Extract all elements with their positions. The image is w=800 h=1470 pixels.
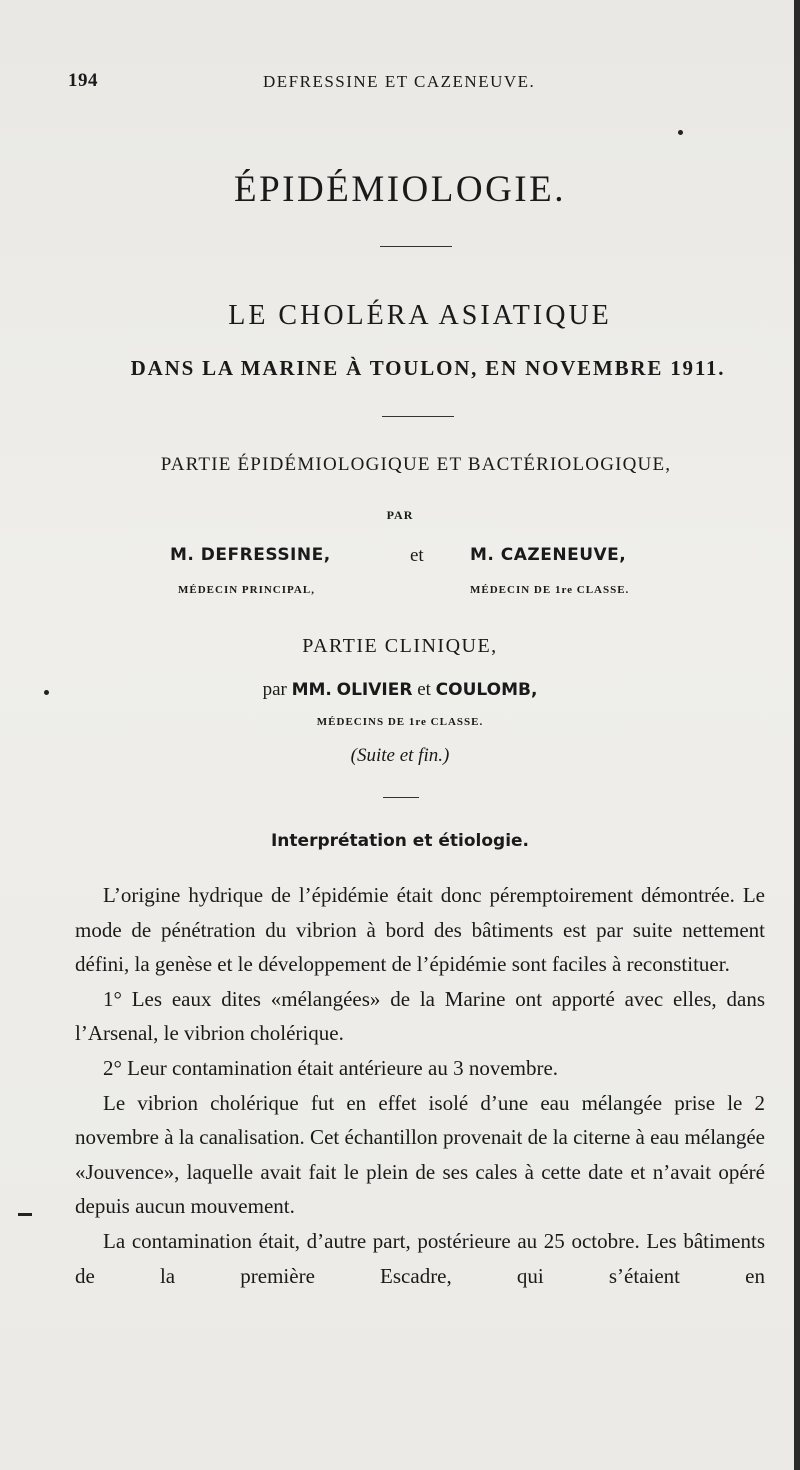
margin-mark [18,1213,32,1216]
rank-clinique: MÉDECINS DE 1re CLASSE. [316,716,484,728]
part-one-heading: PARTIE ÉPIDÉMIOLOGIQUE ET BACTÉRIOLOGIQUE, [160,454,672,475]
rank-cazeneuve: MÉDECIN DE 1re CLASSE. [470,584,630,596]
part-two-heading: PARTIE CLINIQUE, [302,635,498,657]
connector-et: et [410,545,424,566]
ink-dot [678,130,683,135]
suite-et-fin: (Suite et fin.) [350,745,450,766]
divider-rule [382,416,454,417]
author-cazeneuve: M. CAZENEUVE, [470,545,627,565]
page-number: 194 [68,70,98,91]
paragraph: 2° Leur contamination était antérieure au 3 novembre. [103,1055,559,1080]
connector-et: et [417,679,431,700]
article-title: LE CHOLÉRA ASIATIQUE [228,300,612,331]
body-text [75,878,765,1293]
paragraph: La contamination était, d’autre part, postérieure au 25 octobre. Les bâtiments de la première Escadre, qui s’étaient en [75,1228,765,1288]
rank-defressine: MÉDECIN PRINCIPAL, [178,584,315,596]
author-olivier: OLIVIER [336,680,413,700]
author-defressine: M. DEFRESSINE, [170,545,331,565]
divider-rule [383,797,419,798]
section-title: ÉPIDÉMIOLOGIE. [234,169,566,210]
page-header [68,70,748,100]
divider-rule [380,246,452,247]
paragraph: L’origine hydrique de l’épidémie était donc péremptoirement démontrée. Le mode de pénétration du vibrion à bord des bâtiments est par suite nettement défini, la genèse et le développement de l’épidémie sont faciles à reconstituer. [75,883,765,977]
running-head: DEFRESSINE ET CAZENEUVE. [263,72,536,91]
authors-prefix: MM. [291,680,332,700]
paragraph: 1° Les eaux dites «mélangées» de la Marine ont apporté avec elles, dans l’Arsenal, le vibrion cholérique. [75,986,765,1046]
paragraph: Le vibrion cholérique fut en effet isolé d’une eau mélangée prise le 2 novembre à la canalisation. Cet échantillon provenait de la citerne à eau mélangée «Jouvence», laquelle avait fait le plein de ses cales à cette date et n’avait opéré depuis aucun mouvement. [75,1090,765,1219]
article-subtitle: DANS LA MARINE À TOULON, EN NOVEMBRE 1911. [130,356,726,380]
clinique-authors-line [0,679,800,701]
section-heading: Interprétation et étiologie. [270,831,530,851]
page-edge-shadow [794,0,800,1470]
by-label: PAR [386,508,414,522]
by-label: par [262,679,287,700]
ink-dot [44,690,49,695]
author-coulomb: COULOMB, [435,680,538,700]
